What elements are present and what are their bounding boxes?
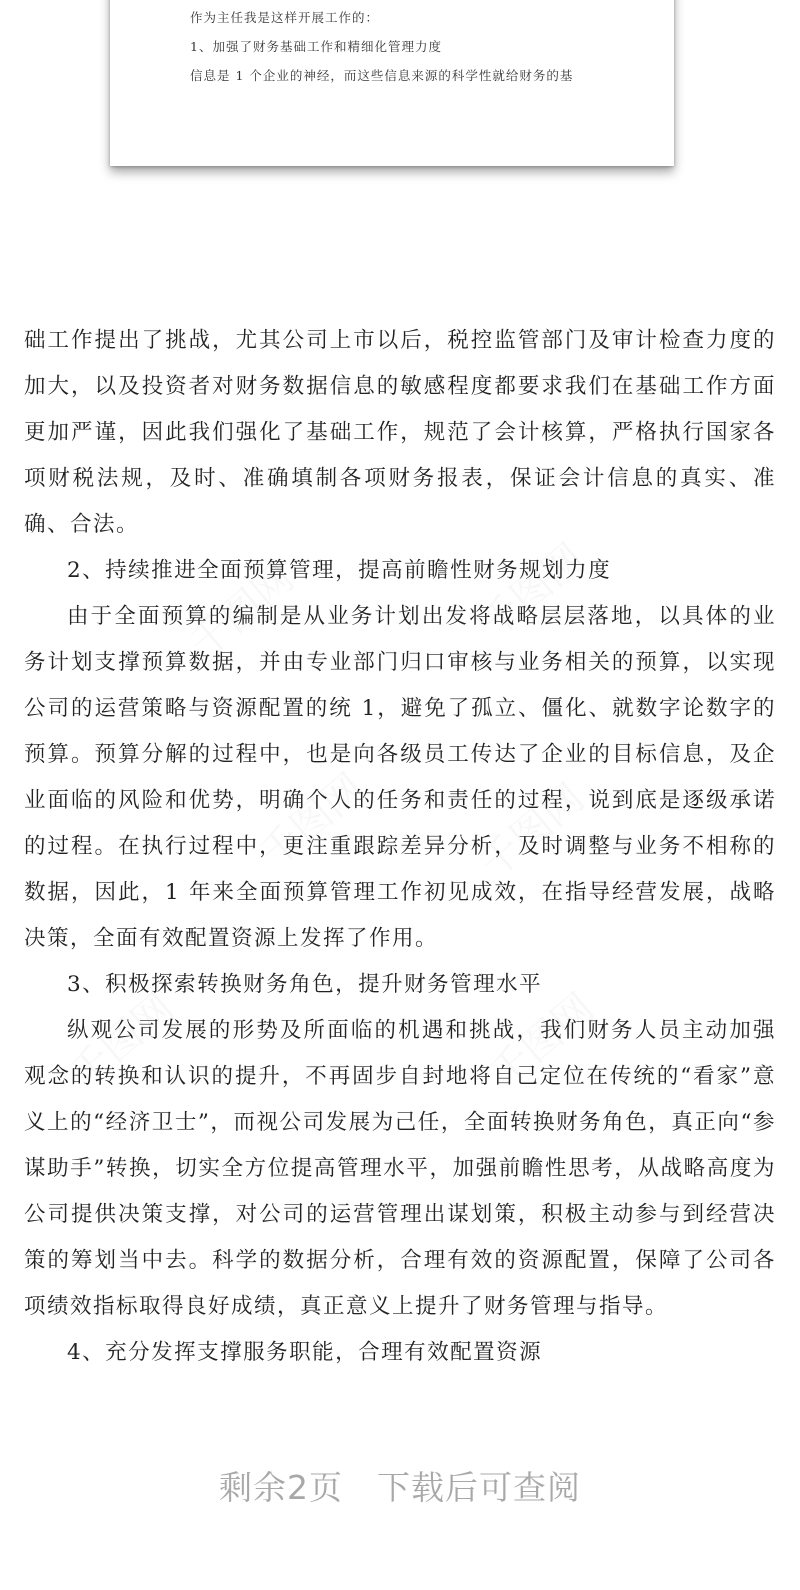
watermark: 千图网 — [471, 774, 593, 888]
remaining-pages-label: 剩余2页 — [219, 1468, 343, 1507]
download-hint-label: 下载后可查阅 — [377, 1468, 581, 1507]
watermark: 千图网 — [251, 764, 373, 878]
section-heading-2: 2、持续推进全面预算管理，提高前瞻性财务规划力度 — [67, 558, 612, 583]
paragraph-1: 础工作提出了挑战，尤其公司上市以后，税控监管部门及审计检查力度的加大，以及投资者对财务数据信息的敏感程度都要求我们在基础工作方面更加严谨，因此我们强化了基础工作，规范了会计核算，严格执行国家各项财税法规，及时、准确填制各项财务报表，保证会计信息的真实、准确、合法。 — [24, 328, 776, 537]
watermark: 千图网 — [181, 554, 303, 668]
paragraph-2: 由于全面预算的编制是从业务计划出发将战略层层落地，以具体的业务计划支撑预算数据，并由专业部门归口审核与业务相关的预算，以实现公司的运营策略与资源配置的统 1，避免了孤立、僵化、就数字论数字的预算。预算分解的过程中，也是向各级员工传达了企业的目标信息，及企业面临的风险和优势，明确个人的任务和责任的过程，说到底是逐级承诺的过程。在执行过程中，更注重跟踪差异分析，及时调整与业务不相称的数据，因此，1 年来全面预算管理工作初见成效，在指导经营发展，战略决策，全面有效配置资源上发挥了作用。 — [24, 604, 776, 951]
document-body — [24, 318, 776, 1376]
preview-line: 信息是 1 个企业的神经，而这些信息来源的科学性就给财务的基 — [190, 68, 574, 83]
preview-line: 1、加强了财务基础工作和精细化管理力度 — [190, 39, 442, 54]
paragraph-3: 纵观公司发展的形势及所面临的机遇和挑战，我们财务人员主动加强观念的转换和认识的提升，不再固步自封地将自己定位在传统的“看家”意义上的“经济卫士”，而视公司发展为己任，全面转换财务角色，真正向“参谋助手”转换，切实全方位提高管理水平，加强前瞻性思考，从战略高度为公司提供决策支撑，对公司的运营管理出谋划策，积极主动参与到经营决策的筹划当中去。科学的数据分析，合理有效的资源配置，保障了公司各项绩效指标取得良好成绩，真正意义上提升了财务管理与指导。 — [24, 1018, 776, 1319]
section-heading-4: 4、充分发挥支撑服务职能，合理有效配置资源 — [67, 1340, 543, 1365]
watermark: 千图网 — [471, 534, 593, 648]
watermark: 千图网 — [61, 984, 183, 1098]
preview-line: 作为主任我是这样开展工作的： — [190, 10, 380, 25]
watermark: 千图网 — [481, 984, 603, 1098]
page-preview-card — [110, 0, 674, 166]
section-heading-3: 3、积极探索转换财务角色，提升财务管理水平 — [67, 972, 543, 997]
download-prompt-banner[interactable] — [0, 1462, 800, 1509]
